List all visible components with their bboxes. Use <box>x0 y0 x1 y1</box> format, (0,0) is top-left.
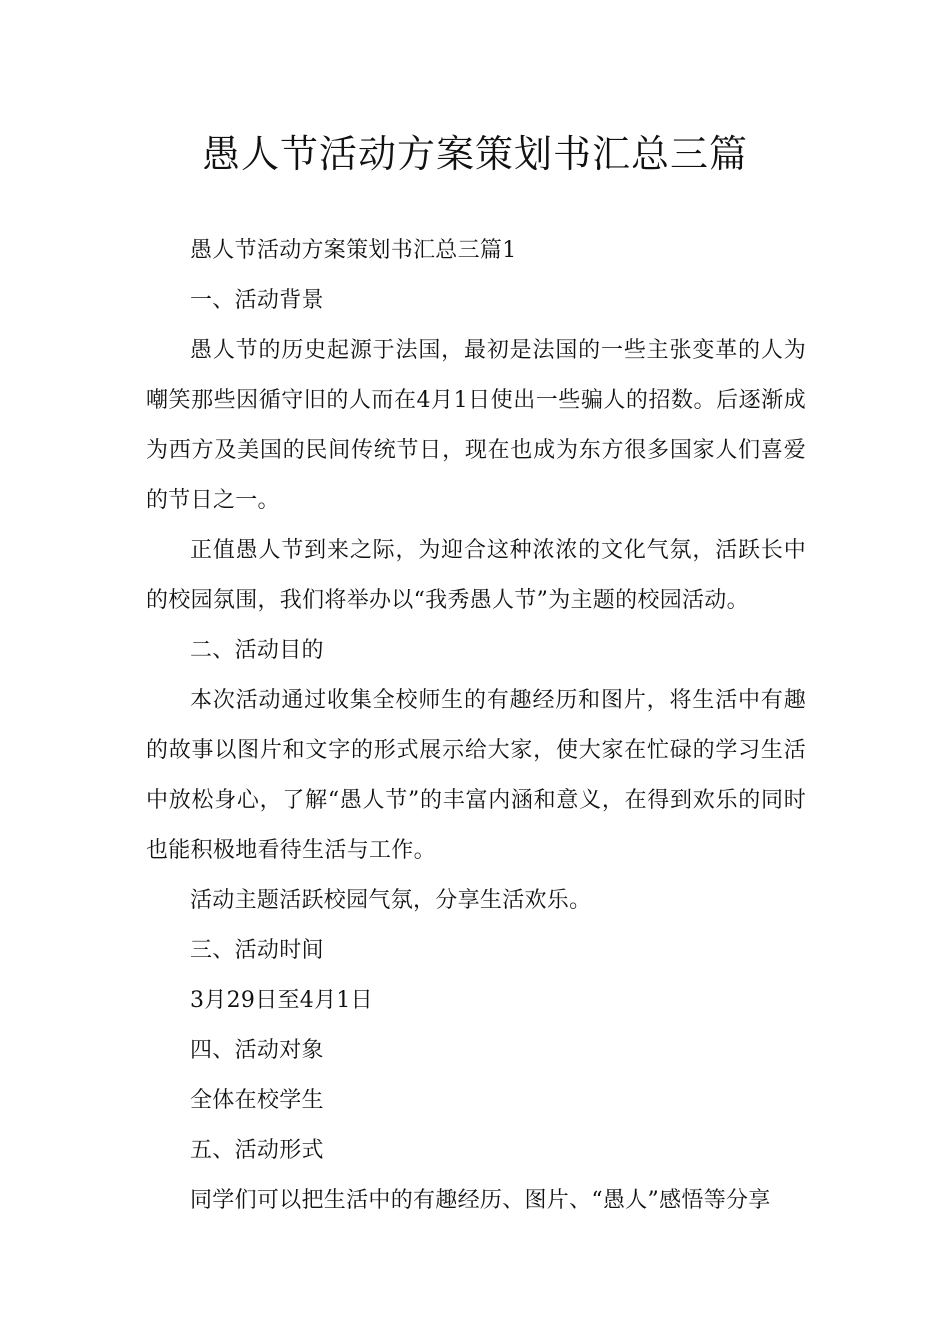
paragraph-theme: 活动主题活跃校园气氛，分享生活欢乐。 <box>190 888 592 913</box>
paragraph-time: 3月29日至4月1日 <box>190 988 373 1013</box>
document-title: 愚人节活动方案策划书汇总三篇 <box>201 132 748 176</box>
document-body <box>146 226 806 1226</box>
paragraph-audience: 全体在校学生 <box>190 1088 324 1113</box>
section-heading-background: 一、活动背景 <box>190 288 324 313</box>
section-heading-format: 五、活动形式 <box>190 1138 324 1163</box>
paragraph-occasion: 正值愚人节到来之际，为迎合这种浓浓的文化气氛，活跃长中的校园氛围，我们将举办以“我秀愚人节”为主题的校园活动。 <box>146 538 806 613</box>
paragraph-background: 愚人节的历史起源于法国，最初是法国的一些主张变革的人为嘲笑那些因循守旧的人而在4月1日使出一些骗人的招数。后逐渐成为西方及美国的民间传统节日，现在也成为东方很多国家人们喜爱的节日之一。 <box>146 338 806 513</box>
section-heading-audience: 四、活动对象 <box>190 1038 324 1063</box>
section-heading-time: 三、活动时间 <box>190 938 324 963</box>
paragraph-subtitle: 愚人节活动方案策划书汇总三篇1 <box>190 238 517 263</box>
paragraph-format: 同学们可以把生活中的有趣经历、图片、“愚人”感悟等分享 <box>190 1188 771 1213</box>
section-heading-purpose: 二、活动目的 <box>190 638 324 663</box>
paragraph-purpose: 本次活动通过收集全校师生的有趣经历和图片，将生活中有趣的故事以图片和文字的形式展示给大家，使大家在忙碌的学习生活中放松身心，了解“愚人节”的丰富内涵和意义，在得到欢乐的同时也能积极地看待生活与工作。 <box>146 688 806 863</box>
